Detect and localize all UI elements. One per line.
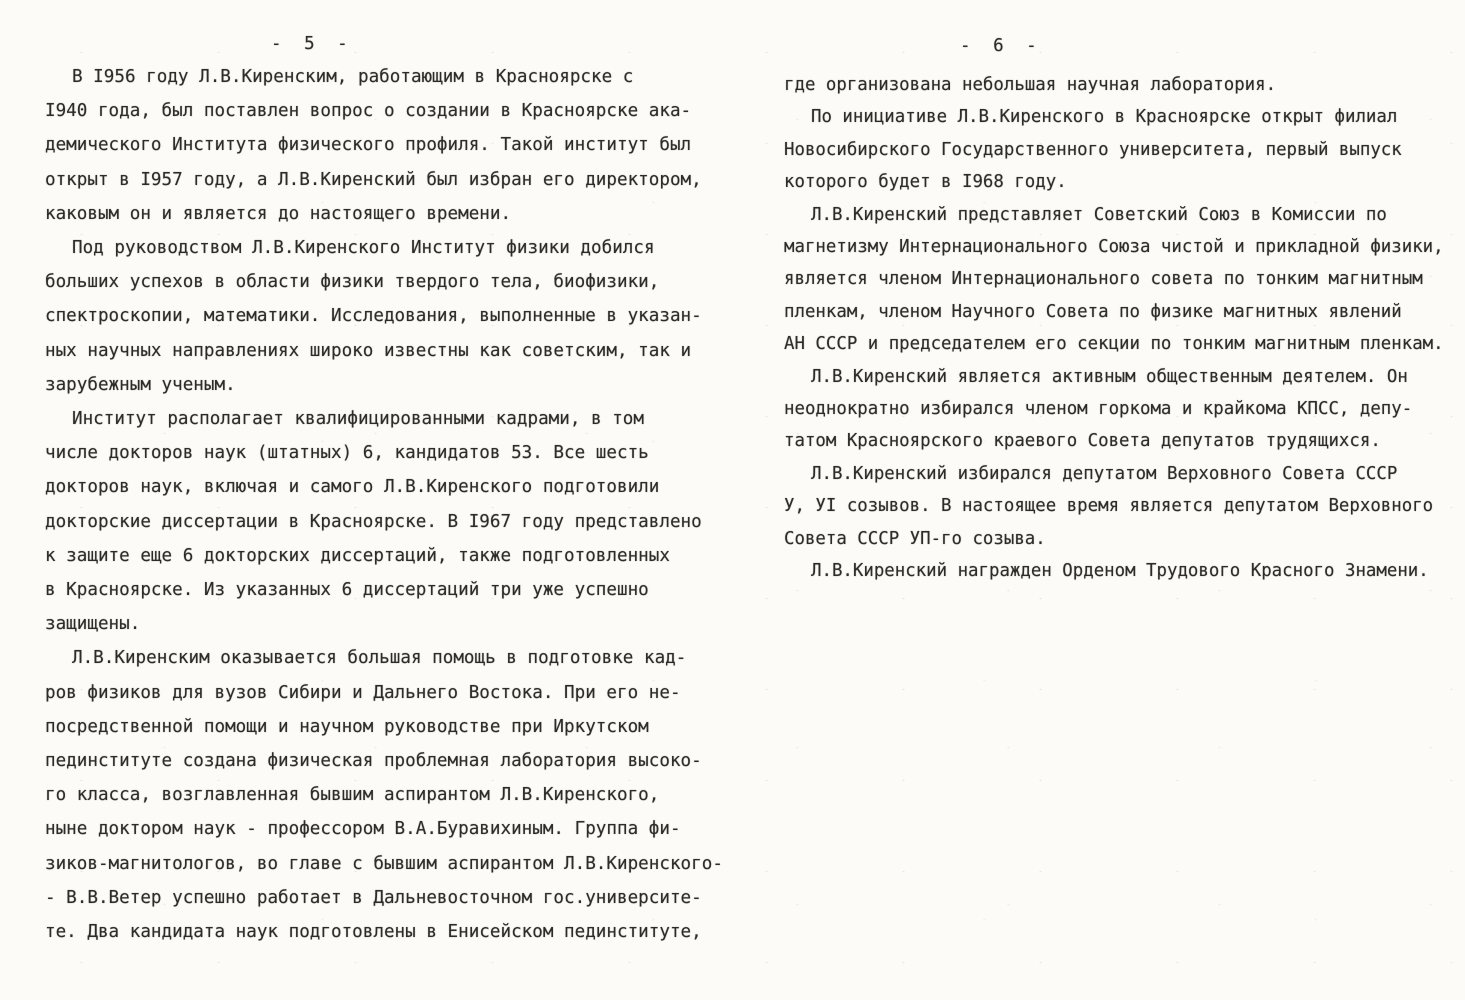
text-line: ных научных направлениях широко известны как советским, так и [45, 340, 692, 361]
text-line: докторов наук, включая и самого Л.В.Киренского подготовили [45, 477, 660, 498]
text-line: спектроскопии, математики. Исследования, выполненные в указан- [45, 306, 702, 327]
text-line: магнетизму Интернационального Союза чистой и прикладной физики, [784, 237, 1444, 258]
text-line: зарубежным ученым. [45, 374, 236, 395]
text-line: где организована небольшая научная лаборатория. [784, 75, 1277, 95]
text-line: Л.В.Киренским оказывается большая помощь в подготовке кад- [72, 648, 687, 669]
page-5 [45, 0, 745, 1000]
text-line: посредственной помощи и научном руководстве при Иркутском [45, 716, 649, 737]
page-6-text [784, 69, 1462, 588]
text-line: Л.В.Киренский является активным общественным деятелем. Он [811, 366, 1408, 387]
text-line: - В.В.Ветер успешно работает в Дальневосточном гос.университе- [45, 887, 702, 908]
text-line: открыт в I957 году, а Л.В.Киренский был избран его директором, [45, 169, 702, 190]
text-line: является членом Интернационального совета по тонким магнитным [784, 269, 1423, 290]
text-line: неоднократно избирался членом горкома и крайкома КПСС, депу- [784, 399, 1413, 420]
text-line: которого будет в I968 году. [784, 172, 1067, 193]
text-line: больших успехов в области физики твердого тела, биофизики, [45, 272, 660, 293]
text-line: Л.В.Киренский избирался депутатом Верховного Совета СССР [811, 463, 1398, 484]
text-line: те. Два кандидата наук подготовлены в Енисейском пединституте, [45, 922, 702, 943]
page-5-text [45, 60, 745, 949]
text-line: числе докторов наук (штатных) 6, кандидатов 53. Все шесть [45, 443, 649, 464]
page-number-right: - 6 - [960, 36, 1043, 56]
text-line: демического Института физического профиля. Такой институт был [45, 135, 692, 156]
text-line: каковым он и является до настоящего времени. [45, 203, 512, 224]
text-line: Л.В.Киренский представляет Советский Союз в Комиссии по [811, 204, 1387, 225]
page-number-left: - 5 - [271, 34, 354, 54]
text-line: У, УI созывов. В настоящее время является депутатом Верховного [784, 496, 1434, 517]
text-line: АН СССР и председателем его секции по тонким магнитным пленкам. [784, 334, 1444, 355]
text-line: татом Красноярского краевого Совета депутатов трудящихся. [784, 431, 1381, 452]
text-line: зиков-магнитологов, во главе с бывшим аспирантом Л.В.Киренского- [45, 853, 723, 874]
text-line: В I956 году Л.В.Киренским, работающим в Красноярске с [72, 67, 634, 87]
text-line: I940 года, был поставлен вопрос о создании в Красноярске ака- [45, 101, 692, 122]
text-line: пединституте создана физическая проблемная лаборатория высоко- [45, 751, 702, 772]
text-line: к защите еще 6 докторских диссертаций, также подготовленных [45, 545, 670, 566]
text-line: пленкам, членом Научного Совета по физике магнитных явлений [784, 301, 1402, 322]
text-line: ныне доктором наук - профессором В.А.Буравихиным. Группа фи- [45, 819, 681, 840]
text-line: в Красноярске. Из указанных 6 диссертаций три уже успешно [45, 580, 649, 601]
text-line: Л.В.Киренский награжден Орденом Трудового Красного Знамени. [811, 561, 1429, 582]
text-line: Новосибирского Государственного университета, первый выпуск [784, 139, 1402, 160]
text-line: защищены. [45, 614, 141, 635]
text-line: По инициативе Л.В.Киренского в Красноярске открыт филиал [811, 107, 1398, 128]
text-line: докторские диссертации в Красноярске. В I967 году представлено [45, 511, 702, 532]
text-line: ров физиков для вузов Сибири и Дальнего Востока. При его не- [45, 682, 681, 703]
text-line: Совета СССР УП-го созыва. [784, 528, 1046, 549]
text-line: Институт располагает квалифицированными кадрами, в том [72, 409, 644, 430]
text-line: Под руководством Л.В.Киренского Институт физики добился [72, 238, 655, 259]
page-6 [784, 0, 1462, 1000]
text-line: го класса, возглавленная бывшим аспирантом Л.В.Киренского, [45, 785, 660, 806]
